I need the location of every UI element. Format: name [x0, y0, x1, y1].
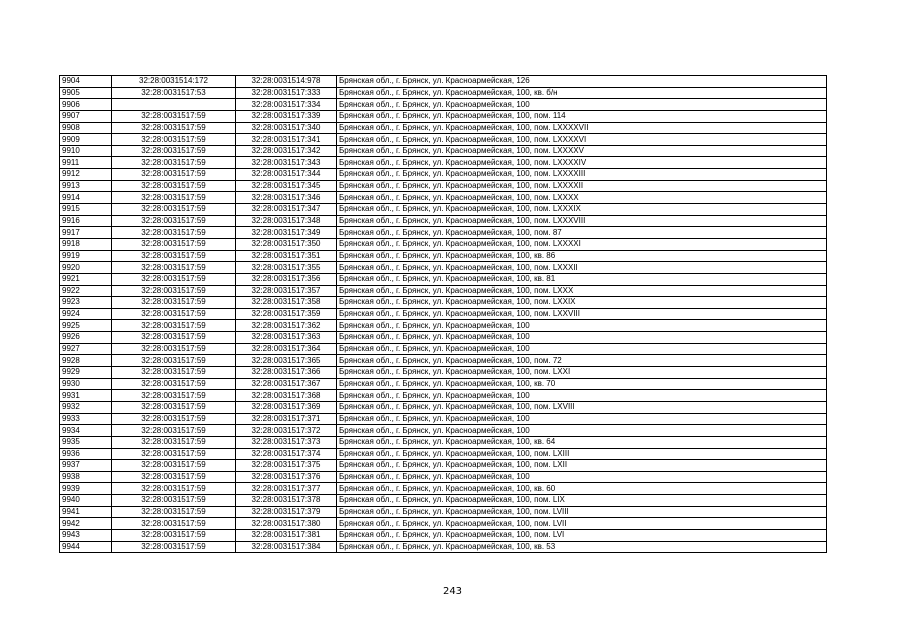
table-row — [60, 180, 827, 192]
object-cadastral-number-cell: 32:28:0031517:377 — [236, 483, 337, 495]
row-number-cell: 9919 — [60, 250, 112, 262]
cadastral-number-cell: 32:28:0031517:59 — [112, 460, 236, 472]
object-cadastral-number-cell: 32:28:0031517:341 — [236, 134, 337, 146]
table-row — [60, 76, 827, 88]
cadastral-number-cell: 32:28:0031517:59 — [112, 297, 236, 309]
object-cadastral-number-cell: 32:28:0031517:366 — [236, 367, 337, 379]
table-row — [60, 169, 827, 181]
row-number-cell: 9907 — [60, 110, 112, 122]
row-number-cell: 9931 — [60, 390, 112, 402]
row-number-cell: 9938 — [60, 471, 112, 483]
object-cadastral-number-cell: 32:28:0031517:384 — [236, 541, 337, 553]
cadastral-number-cell: 32:28:0031517:59 — [112, 518, 236, 530]
address-cell: Брянская обл., г. Брянск, ул. Красноармейская, 100, пом. LXXIX — [337, 297, 827, 309]
cadastral-number-cell: 32:28:0031517:59 — [112, 238, 236, 250]
row-number-cell: 9910 — [60, 145, 112, 157]
address-cell: Брянская обл., г. Брянск, ул. Красноармейская, 100 — [337, 390, 827, 402]
table-row — [60, 448, 827, 460]
row-number-cell: 9926 — [60, 332, 112, 344]
object-cadastral-number-cell: 32:28:0031517:372 — [236, 425, 337, 437]
cadastral-number-cell: 32:28:0031517:59 — [112, 343, 236, 355]
row-number-cell: 9928 — [60, 355, 112, 367]
address-cell: Брянская обл., г. Брянск, ул. Красноармейская, 100, пом. LXII — [337, 460, 827, 472]
address-cell: Брянская обл., г. Брянск, ул. Красноармейская, 100, пом. LXXI — [337, 367, 827, 379]
table-row — [60, 390, 827, 402]
cadastral-number-cell: 32:28:0031517:53 — [112, 87, 236, 99]
address-cell: Брянская обл., г. Брянск, ул. Красноармейская, 100, пом. 72 — [337, 355, 827, 367]
object-cadastral-number-cell: 32:28:0031517:350 — [236, 238, 337, 250]
address-cell: Брянская обл., г. Брянск, ул. Красноармейская, 100, пом. LXXVIII — [337, 308, 827, 320]
table-row — [60, 215, 827, 227]
address-cell: Брянская обл., г. Брянск, ул. Красноармейская, 100, пом. 114 — [337, 110, 827, 122]
address-cell: Брянская обл., г. Брянск, ул. Красноармейская, 100, пом. LXXXXII — [337, 180, 827, 192]
table-row — [60, 529, 827, 541]
object-cadastral-number-cell: 32:28:0031517:380 — [236, 518, 337, 530]
address-cell: Брянская обл., г. Брянск, ул. Красноармейская, 100 — [337, 425, 827, 437]
object-cadastral-number-cell: 32:28:0031517:369 — [236, 401, 337, 413]
cadastral-number-cell: 32:28:0031517:59 — [112, 529, 236, 541]
object-cadastral-number-cell: 32:28:0031517:356 — [236, 273, 337, 285]
address-cell: Брянская обл., г. Брянск, ул. Красноармейская, 100, пом. LXIII — [337, 448, 827, 460]
address-cell: Брянская обл., г. Брянск, ул. Красноармейская, 100, пом. LXXXXI — [337, 238, 827, 250]
table-row — [60, 87, 827, 99]
registry-table — [59, 75, 827, 553]
table-row — [60, 297, 827, 309]
object-cadastral-number-cell: 32:28:0031517:351 — [236, 250, 337, 262]
object-cadastral-number-cell: 32:28:0031517:348 — [236, 215, 337, 227]
object-cadastral-number-cell: 32:28:0031517:378 — [236, 495, 337, 507]
object-cadastral-number-cell: 32:28:0031517:355 — [236, 262, 337, 274]
cadastral-number-cell: 32:28:0031517:59 — [112, 204, 236, 216]
table-row — [60, 122, 827, 134]
table-row — [60, 378, 827, 390]
table-row — [60, 145, 827, 157]
row-number-cell: 9930 — [60, 378, 112, 390]
object-cadastral-number-cell: 32:28:0031517:368 — [236, 390, 337, 402]
cadastral-number-cell: 32:28:0031517:59 — [112, 483, 236, 495]
row-number-cell: 9941 — [60, 506, 112, 518]
cadastral-number-cell: 32:28:0031517:59 — [112, 262, 236, 274]
address-cell: Брянская обл., г. Брянск, ул. Красноармейская, 100, пом. LXXXII — [337, 262, 827, 274]
cadastral-number-cell: 32:28:0031517:59 — [112, 215, 236, 227]
object-cadastral-number-cell: 32:28:0031517:373 — [236, 436, 337, 448]
cadastral-number-cell: 32:28:0031517:59 — [112, 355, 236, 367]
object-cadastral-number-cell: 32:28:0031517:381 — [236, 529, 337, 541]
table-row — [60, 495, 827, 507]
table-row — [60, 273, 827, 285]
cadastral-number-cell: 32:28:0031517:59 — [112, 471, 236, 483]
row-number-cell: 9940 — [60, 495, 112, 507]
address-cell: Брянская обл., г. Брянск, ул. Красноармейская, 126 — [337, 76, 827, 88]
table-row — [60, 332, 827, 344]
address-cell: Брянская обл., г. Брянск, ул. Красноармейская, 100, кв. 70 — [337, 378, 827, 390]
row-number-cell: 9939 — [60, 483, 112, 495]
cadastral-number-cell — [112, 99, 236, 111]
row-number-cell: 9932 — [60, 401, 112, 413]
address-cell: Брянская обл., г. Брянск, ул. Красноармейская, 100, кв. б/н — [337, 87, 827, 99]
row-number-cell: 9944 — [60, 541, 112, 553]
cadastral-number-cell: 32:28:0031517:59 — [112, 308, 236, 320]
row-number-cell: 9933 — [60, 413, 112, 425]
table-row — [60, 192, 827, 204]
row-number-cell: 9943 — [60, 529, 112, 541]
object-cadastral-number-cell: 32:28:0031517:344 — [236, 169, 337, 181]
cadastral-number-cell: 32:28:0031517:59 — [112, 157, 236, 169]
address-cell: Брянская обл., г. Брянск, ул. Красноармейская, 100, кв. 86 — [337, 250, 827, 262]
table-row — [60, 285, 827, 297]
table-row — [60, 157, 827, 169]
row-number-cell: 9922 — [60, 285, 112, 297]
table-row — [60, 227, 827, 239]
row-number-cell: 9912 — [60, 169, 112, 181]
address-cell: Брянская обл., г. Брянск, ул. Красноармейская, 100, пом. LXXXXIII — [337, 169, 827, 181]
cadastral-number-cell: 32:28:0031517:59 — [112, 122, 236, 134]
cadastral-number-cell: 32:28:0031517:59 — [112, 180, 236, 192]
object-cadastral-number-cell: 32:28:0031517:343 — [236, 157, 337, 169]
row-number-cell: 9929 — [60, 367, 112, 379]
object-cadastral-number-cell: 32:28:0031517:379 — [236, 506, 337, 518]
table-row — [60, 413, 827, 425]
row-number-cell: 9909 — [60, 134, 112, 146]
cadastral-number-cell: 32:28:0031517:59 — [112, 285, 236, 297]
cadastral-number-cell: 32:28:0031517:59 — [112, 448, 236, 460]
table-row — [60, 343, 827, 355]
address-cell: Брянская обл., г. Брянск, ул. Красноармейская, 100, пом. LXXXIX — [337, 204, 827, 216]
row-number-cell: 9924 — [60, 308, 112, 320]
page-number: 243 — [442, 586, 463, 597]
table-row — [60, 367, 827, 379]
table-row — [60, 436, 827, 448]
address-cell: Брянская обл., г. Брянск, ул. Красноармейская, 100, пом. LIX — [337, 495, 827, 507]
cadastral-number-cell: 32:28:0031517:59 — [112, 378, 236, 390]
object-cadastral-number-cell: 32:28:0031517:376 — [236, 471, 337, 483]
object-cadastral-number-cell: 32:28:0031517:363 — [236, 332, 337, 344]
row-number-cell: 9914 — [60, 192, 112, 204]
address-cell: Брянская обл., г. Брянск, ул. Красноармейская, 100, пом. LXXX — [337, 285, 827, 297]
cadastral-number-cell: 32:28:0031517:59 — [112, 367, 236, 379]
object-cadastral-number-cell: 32:28:0031514:978 — [236, 76, 337, 88]
row-number-cell: 9918 — [60, 238, 112, 250]
row-number-cell: 9906 — [60, 99, 112, 111]
table-row — [60, 506, 827, 518]
address-cell: Брянская обл., г. Брянск, ул. Красноармейская, 100, пом. LXXXVIII — [337, 215, 827, 227]
row-number-cell: 9904 — [60, 76, 112, 88]
row-number-cell: 9913 — [60, 180, 112, 192]
row-number-cell: 9905 — [60, 87, 112, 99]
row-number-cell: 9934 — [60, 425, 112, 437]
table-row — [60, 320, 827, 332]
address-cell: Брянская обл., г. Брянск, ул. Красноармейская, 100, пом. LXXXXVII — [337, 122, 827, 134]
cadastral-number-cell: 32:28:0031517:59 — [112, 413, 236, 425]
address-cell: Брянская обл., г. Брянск, ул. Красноармейская, 100, пом. LXXXXV — [337, 145, 827, 157]
address-cell: Брянская обл., г. Брянск, ул. Красноармейская, 100 — [337, 471, 827, 483]
table-row — [60, 401, 827, 413]
object-cadastral-number-cell: 32:28:0031517:345 — [236, 180, 337, 192]
row-number-cell: 9936 — [60, 448, 112, 460]
cadastral-number-cell: 32:28:0031517:59 — [112, 390, 236, 402]
cadastral-number-cell: 32:28:0031517:59 — [112, 192, 236, 204]
object-cadastral-number-cell: 32:28:0031517:349 — [236, 227, 337, 239]
table-row — [60, 262, 827, 274]
object-cadastral-number-cell: 32:28:0031517:367 — [236, 378, 337, 390]
address-cell: Брянская обл., г. Брянск, ул. Красноармейская, 100, пом. LXXXXIV — [337, 157, 827, 169]
object-cadastral-number-cell: 32:28:0031517:347 — [236, 204, 337, 216]
object-cadastral-number-cell: 32:28:0031517:375 — [236, 460, 337, 472]
table-row — [60, 238, 827, 250]
row-number-cell: 9927 — [60, 343, 112, 355]
address-cell: Брянская обл., г. Брянск, ул. Красноармейская, 100, пом. 87 — [337, 227, 827, 239]
table-row — [60, 99, 827, 111]
cadastral-number-cell: 32:28:0031517:59 — [112, 145, 236, 157]
cadastral-number-cell: 32:28:0031517:59 — [112, 169, 236, 181]
cadastral-number-cell: 32:28:0031514:172 — [112, 76, 236, 88]
object-cadastral-number-cell: 32:28:0031517:364 — [236, 343, 337, 355]
object-cadastral-number-cell: 32:28:0031517:340 — [236, 122, 337, 134]
object-cadastral-number-cell: 32:28:0031517:362 — [236, 320, 337, 332]
address-cell: Брянская обл., г. Брянск, ул. Красноармейская, 100, кв. 64 — [337, 436, 827, 448]
address-cell: Брянская обл., г. Брянск, ул. Красноармейская, 100, кв. 53 — [337, 541, 827, 553]
cadastral-number-cell: 32:28:0031517:59 — [112, 436, 236, 448]
table-row — [60, 355, 827, 367]
cadastral-number-cell: 32:28:0031517:59 — [112, 332, 236, 344]
table-row — [60, 460, 827, 472]
object-cadastral-number-cell: 32:28:0031517:374 — [236, 448, 337, 460]
object-cadastral-number-cell: 32:28:0031517:333 — [236, 87, 337, 99]
table-row — [60, 471, 827, 483]
address-cell: Брянская обл., г. Брянск, ул. Красноармейская, 100, пом. LXXXXVI — [337, 134, 827, 146]
object-cadastral-number-cell: 32:28:0031517:365 — [236, 355, 337, 367]
address-cell: Брянская обл., г. Брянск, ул. Красноармейская, 100 — [337, 99, 827, 111]
cadastral-number-cell: 32:28:0031517:59 — [112, 320, 236, 332]
row-number-cell: 9935 — [60, 436, 112, 448]
row-number-cell: 9921 — [60, 273, 112, 285]
cadastral-number-cell: 32:28:0031517:59 — [112, 401, 236, 413]
object-cadastral-number-cell: 32:28:0031517:334 — [236, 99, 337, 111]
row-number-cell: 9915 — [60, 204, 112, 216]
cadastral-number-cell: 32:28:0031517:59 — [112, 506, 236, 518]
object-cadastral-number-cell: 32:28:0031517:357 — [236, 285, 337, 297]
address-cell: Брянская обл., г. Брянск, ул. Красноармейская, 100, пом. LVIII — [337, 506, 827, 518]
cadastral-number-cell: 32:28:0031517:59 — [112, 110, 236, 122]
address-cell: Брянская обл., г. Брянск, ул. Красноармейская, 100 — [337, 332, 827, 344]
cadastral-number-cell: 32:28:0031517:59 — [112, 273, 236, 285]
row-number-cell: 9942 — [60, 518, 112, 530]
address-cell: Брянская обл., г. Брянск, ул. Красноармейская, 100, кв. 60 — [337, 483, 827, 495]
table-row — [60, 518, 827, 530]
table-row — [60, 134, 827, 146]
table-row — [60, 110, 827, 122]
address-cell: Брянская обл., г. Брянск, ул. Красноармейская, 100 — [337, 320, 827, 332]
object-cadastral-number-cell: 32:28:0031517:339 — [236, 110, 337, 122]
object-cadastral-number-cell: 32:28:0031517:358 — [236, 297, 337, 309]
table-row — [60, 541, 827, 553]
row-number-cell: 9925 — [60, 320, 112, 332]
address-cell: Брянская обл., г. Брянск, ул. Красноармейская, 100, кв. 81 — [337, 273, 827, 285]
object-cadastral-number-cell: 32:28:0031517:371 — [236, 413, 337, 425]
address-cell: Брянская обл., г. Брянск, ул. Красноармейская, 100, пом. LXVIII — [337, 401, 827, 413]
table-row — [60, 308, 827, 320]
row-number-cell: 9923 — [60, 297, 112, 309]
row-number-cell: 9908 — [60, 122, 112, 134]
row-number-cell: 9916 — [60, 215, 112, 227]
registry-table-body — [60, 76, 827, 553]
row-number-cell: 9920 — [60, 262, 112, 274]
address-cell: Брянская обл., г. Брянск, ул. Красноармейская, 100 — [337, 413, 827, 425]
address-cell: Брянская обл., г. Брянск, ул. Красноармейская, 100, пом. LVI — [337, 529, 827, 541]
table-row — [60, 204, 827, 216]
row-number-cell: 9911 — [60, 157, 112, 169]
row-number-cell: 9937 — [60, 460, 112, 472]
cadastral-number-cell: 32:28:0031517:59 — [112, 495, 236, 507]
table-row — [60, 250, 827, 262]
cadastral-number-cell: 32:28:0031517:59 — [112, 227, 236, 239]
table-row — [60, 425, 827, 437]
cadastral-number-cell: 32:28:0031517:59 — [112, 541, 236, 553]
address-cell: Брянская обл., г. Брянск, ул. Красноармейская, 100, пом. LXXXX — [337, 192, 827, 204]
object-cadastral-number-cell: 32:28:0031517:342 — [236, 145, 337, 157]
object-cadastral-number-cell: 32:28:0031517:346 — [236, 192, 337, 204]
row-number-cell: 9917 — [60, 227, 112, 239]
table-row — [60, 483, 827, 495]
address-cell: Брянская обл., г. Брянск, ул. Красноармейская, 100 — [337, 343, 827, 355]
object-cadastral-number-cell: 32:28:0031517:359 — [236, 308, 337, 320]
cadastral-number-cell: 32:28:0031517:59 — [112, 425, 236, 437]
cadastral-number-cell: 32:28:0031517:59 — [112, 250, 236, 262]
address-cell: Брянская обл., г. Брянск, ул. Красноармейская, 100, пом. LVII — [337, 518, 827, 530]
cadastral-number-cell: 32:28:0031517:59 — [112, 134, 236, 146]
